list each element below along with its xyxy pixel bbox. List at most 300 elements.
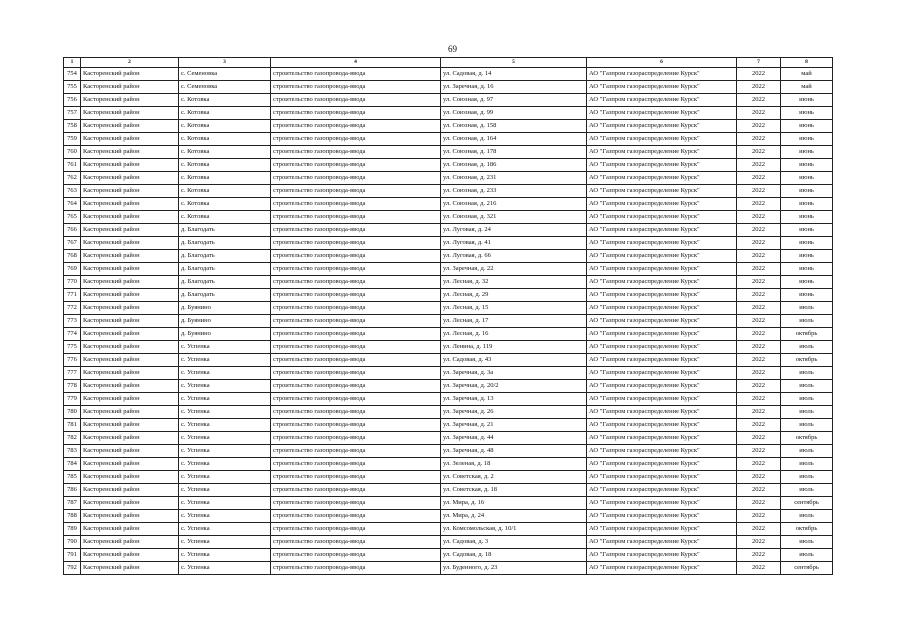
year-cell: 2022	[737, 81, 781, 94]
work-type-cell: строительство газопровода-ввода	[271, 263, 441, 276]
table-row	[64, 549, 833, 562]
settlement-cell: с. Семеновка	[179, 68, 271, 81]
work-type-cell: строительство газопровода-ввода	[271, 250, 441, 263]
address-cell: ул. Заречная, д. 3а	[441, 367, 587, 380]
table-row	[64, 120, 833, 133]
table-row	[64, 380, 833, 393]
address-cell: ул. Буденного, д. 23	[441, 562, 587, 575]
month-cell: май	[781, 81, 833, 94]
contractor-cell: АО "Газпром газораспределение Курск"	[587, 159, 737, 172]
month-cell: июнь	[781, 172, 833, 185]
work-type-cell: строительство газопровода-ввода	[271, 354, 441, 367]
district-cell: Касторенский район	[81, 107, 179, 120]
settlement-cell: с. Успенка	[179, 497, 271, 510]
month-cell: июнь	[781, 133, 833, 146]
table-row	[64, 562, 833, 575]
address-cell: ул. Советская, д. 18	[441, 484, 587, 497]
address-cell: ул. Союзная, д. 233	[441, 185, 587, 198]
district-cell: Касторенский район	[81, 315, 179, 328]
table-row	[64, 523, 833, 536]
address-cell: ул. Лесная, д. 17	[441, 315, 587, 328]
work-type-cell: строительство газопровода-ввода	[271, 185, 441, 198]
district-cell: Касторенский район	[81, 224, 179, 237]
month-cell: июнь	[781, 198, 833, 211]
contractor-cell: АО "Газпром газораспределение Курск"	[587, 510, 737, 523]
address-cell: ул. Лесная, д. 29	[441, 289, 587, 302]
contractor-cell: АО "Газпром газораспределение Курск"	[587, 81, 737, 94]
work-type-cell: строительство газопровода-ввода	[271, 224, 441, 237]
column-header: 3	[179, 58, 271, 68]
address-cell: ул. Садовая, д. 3	[441, 536, 587, 549]
table-row	[64, 328, 833, 341]
month-cell: июль	[781, 471, 833, 484]
work-type-cell: строительство газопровода-ввода	[271, 315, 441, 328]
settlement-cell: с. Успенка	[179, 393, 271, 406]
column-header: 8	[781, 58, 833, 68]
year-cell: 2022	[737, 497, 781, 510]
row-number-cell: 785	[64, 471, 81, 484]
table-row	[64, 146, 833, 159]
column-header: 5	[441, 58, 587, 68]
district-cell: Касторенский район	[81, 94, 179, 107]
row-number-cell: 783	[64, 445, 81, 458]
district-cell: Касторенский район	[81, 81, 179, 94]
address-cell: ул. Союзная, д. 164	[441, 133, 587, 146]
row-number-cell: 773	[64, 315, 81, 328]
row-number-cell: 788	[64, 510, 81, 523]
month-cell: октябрь	[781, 523, 833, 536]
district-cell: Касторенский район	[81, 146, 179, 159]
address-cell: ул. Ленина, д. 119	[441, 341, 587, 354]
address-cell: ул. Заречная, д. 16	[441, 81, 587, 94]
district-cell: Касторенский район	[81, 250, 179, 263]
table-row	[64, 315, 833, 328]
year-cell: 2022	[737, 185, 781, 198]
district-cell: Касторенский район	[81, 406, 179, 419]
year-cell: 2022	[737, 523, 781, 536]
work-type-cell: строительство газопровода-ввода	[271, 68, 441, 81]
table-row	[64, 198, 833, 211]
address-cell: ул. Луговая, д. 41	[441, 237, 587, 250]
settlement-cell: с. Успенка	[179, 523, 271, 536]
contractor-cell: АО "Газпром газораспределение Курск"	[587, 445, 737, 458]
row-number-cell: 755	[64, 81, 81, 94]
settlement-cell: с. Успенка	[179, 419, 271, 432]
district-cell: Касторенский район	[81, 419, 179, 432]
contractor-cell: АО "Газпром газораспределение Курск"	[587, 562, 737, 575]
year-cell: 2022	[737, 172, 781, 185]
row-number-cell: 782	[64, 432, 81, 445]
address-cell: ул. Заречная, д. 13	[441, 393, 587, 406]
district-cell: Касторенский район	[81, 341, 179, 354]
row-number-cell: 781	[64, 419, 81, 432]
gas-pipeline-table	[63, 57, 833, 575]
table-row	[64, 94, 833, 107]
contractor-cell: АО "Газпром газораспределение Курск"	[587, 276, 737, 289]
row-number-cell: 769	[64, 263, 81, 276]
district-cell: Касторенский район	[81, 185, 179, 198]
month-cell: июль	[781, 536, 833, 549]
address-cell: ул. Советская, д. 2	[441, 471, 587, 484]
row-number-cell: 764	[64, 198, 81, 211]
page-number: 69	[448, 44, 457, 54]
contractor-cell: АО "Газпром газораспределение Курск"	[587, 549, 737, 562]
contractor-cell: АО "Газпром газораспределение Курск"	[587, 419, 737, 432]
table-row	[64, 458, 833, 471]
work-type-cell: строительство газопровода-ввода	[271, 133, 441, 146]
month-cell: июнь	[781, 146, 833, 159]
address-cell: ул. Садовая, д. 43	[441, 354, 587, 367]
contractor-cell: АО "Газпром газораспределение Курск"	[587, 224, 737, 237]
contractor-cell: АО "Газпром газораспределение Курск"	[587, 315, 737, 328]
work-type-cell: строительство газопровода-ввода	[271, 172, 441, 185]
month-cell: сентябрь	[781, 562, 833, 575]
settlement-cell: с. Котовка	[179, 172, 271, 185]
row-number-cell: 754	[64, 68, 81, 81]
table-row	[64, 354, 833, 367]
month-cell: сентябрь	[781, 497, 833, 510]
row-number-cell: 787	[64, 497, 81, 510]
month-cell: июль	[781, 341, 833, 354]
settlement-cell: д. Буянино	[179, 328, 271, 341]
work-type-cell: строительство газопровода-ввода	[271, 367, 441, 380]
address-cell: ул. Заречная, д. 20/2	[441, 380, 587, 393]
district-cell: Касторенский район	[81, 133, 179, 146]
month-cell: июль	[781, 380, 833, 393]
work-type-cell: строительство газопровода-ввода	[271, 497, 441, 510]
settlement-cell: с. Успенка	[179, 445, 271, 458]
contractor-cell: АО "Газпром газораспределение Курск"	[587, 289, 737, 302]
district-cell: Касторенский район	[81, 159, 179, 172]
row-number-cell: 790	[64, 536, 81, 549]
settlement-cell: с. Котовка	[179, 120, 271, 133]
contractor-cell: АО "Газпром газораспределение Курск"	[587, 484, 737, 497]
table-row	[64, 237, 833, 250]
address-cell: ул. Союзная, д. 99	[441, 107, 587, 120]
contractor-cell: АО "Газпром газораспределение Курск"	[587, 133, 737, 146]
year-cell: 2022	[737, 549, 781, 562]
work-type-cell: строительство газопровода-ввода	[271, 549, 441, 562]
work-type-cell: строительство газопровода-ввода	[271, 380, 441, 393]
table-row	[64, 172, 833, 185]
month-cell: октябрь	[781, 432, 833, 445]
year-cell: 2022	[737, 107, 781, 120]
row-number-cell: 777	[64, 367, 81, 380]
district-cell: Касторенский район	[81, 263, 179, 276]
row-number-cell: 770	[64, 276, 81, 289]
table-row	[64, 68, 833, 81]
month-cell: июль	[781, 302, 833, 315]
settlement-cell: с. Котовка	[179, 146, 271, 159]
year-cell: 2022	[737, 159, 781, 172]
month-cell: июль	[781, 549, 833, 562]
work-type-cell: строительство газопровода-ввода	[271, 536, 441, 549]
contractor-cell: АО "Газпром газораспределение Курск"	[587, 354, 737, 367]
year-cell: 2022	[737, 562, 781, 575]
year-cell: 2022	[737, 211, 781, 224]
column-header: 2	[81, 58, 179, 68]
year-cell: 2022	[737, 445, 781, 458]
month-cell: июнь	[781, 276, 833, 289]
work-type-cell: строительство газопровода-ввода	[271, 302, 441, 315]
month-cell: июль	[781, 393, 833, 406]
table-row	[64, 367, 833, 380]
month-cell: июнь	[781, 250, 833, 263]
address-cell: ул. Заречная, д. 44	[441, 432, 587, 445]
row-number-cell: 767	[64, 237, 81, 250]
table-row	[64, 341, 833, 354]
row-number-cell: 778	[64, 380, 81, 393]
district-cell: Касторенский район	[81, 276, 179, 289]
address-cell: ул. Союзная, д. 158	[441, 120, 587, 133]
table-row	[64, 133, 833, 146]
row-number-cell: 766	[64, 224, 81, 237]
contractor-cell: АО "Газпром газораспределение Курск"	[587, 341, 737, 354]
row-number-cell: 789	[64, 523, 81, 536]
row-number-cell: 784	[64, 458, 81, 471]
work-type-cell: строительство газопровода-ввода	[271, 211, 441, 224]
address-cell: ул. Союзная, д. 216	[441, 198, 587, 211]
year-cell: 2022	[737, 393, 781, 406]
district-cell: Касторенский район	[81, 237, 179, 250]
row-number-cell: 775	[64, 341, 81, 354]
settlement-cell: с. Семеновка	[179, 81, 271, 94]
contractor-cell: АО "Газпром газораспределение Курск"	[587, 107, 737, 120]
year-cell: 2022	[737, 458, 781, 471]
settlement-cell: д. Благодать	[179, 263, 271, 276]
column-header: 6	[587, 58, 737, 68]
address-cell: ул. Союзная, д. 231	[441, 172, 587, 185]
district-cell: Касторенский район	[81, 536, 179, 549]
address-cell: ул. Заречная, д. 26	[441, 406, 587, 419]
district-cell: Касторенский район	[81, 432, 179, 445]
district-cell: Касторенский район	[81, 328, 179, 341]
row-number-cell: 757	[64, 107, 81, 120]
work-type-cell: строительство газопровода-ввода	[271, 120, 441, 133]
address-cell: ул. Садовая, д. 18	[441, 549, 587, 562]
year-cell: 2022	[737, 510, 781, 523]
settlement-cell: с. Успенка	[179, 471, 271, 484]
contractor-cell: АО "Газпром газораспределение Курск"	[587, 432, 737, 445]
settlement-cell: с. Успенка	[179, 549, 271, 562]
district-cell: Касторенский район	[81, 367, 179, 380]
row-number-cell: 762	[64, 172, 81, 185]
year-cell: 2022	[737, 120, 781, 133]
column-header: 7	[737, 58, 781, 68]
district-cell: Касторенский район	[81, 172, 179, 185]
settlement-cell: с. Успенка	[179, 510, 271, 523]
year-cell: 2022	[737, 432, 781, 445]
work-type-cell: строительство газопровода-ввода	[271, 562, 441, 575]
month-cell: июнь	[781, 211, 833, 224]
year-cell: 2022	[737, 94, 781, 107]
year-cell: 2022	[737, 250, 781, 263]
month-cell: июнь	[781, 289, 833, 302]
month-cell: июнь	[781, 159, 833, 172]
work-type-cell: строительство газопровода-ввода	[271, 406, 441, 419]
address-cell: ул. Союзная, д. 97	[441, 94, 587, 107]
settlement-cell: с. Котовка	[179, 159, 271, 172]
address-cell: ул. Лесная, д. 32	[441, 276, 587, 289]
table-row	[64, 510, 833, 523]
settlement-cell: с. Успенка	[179, 406, 271, 419]
settlement-cell: с. Успенка	[179, 536, 271, 549]
row-number-cell: 765	[64, 211, 81, 224]
month-cell: июль	[781, 367, 833, 380]
table-row	[64, 445, 833, 458]
row-number-cell: 791	[64, 549, 81, 562]
table-body	[64, 68, 833, 575]
settlement-cell: с. Котовка	[179, 211, 271, 224]
contractor-cell: АО "Газпром газораспределение Курск"	[587, 94, 737, 107]
year-cell: 2022	[737, 237, 781, 250]
contractor-cell: АО "Газпром газораспределение Курск"	[587, 393, 737, 406]
table-row	[64, 406, 833, 419]
address-cell: ул. Мира, д. 24	[441, 510, 587, 523]
year-cell: 2022	[737, 341, 781, 354]
address-cell: ул. Заречная, д. 22	[441, 263, 587, 276]
settlement-cell: с. Успенка	[179, 432, 271, 445]
row-number-cell: 768	[64, 250, 81, 263]
work-type-cell: строительство газопровода-ввода	[271, 471, 441, 484]
month-cell: май	[781, 68, 833, 81]
year-cell: 2022	[737, 276, 781, 289]
contractor-cell: АО "Газпром газораспределение Курск"	[587, 68, 737, 81]
contractor-cell: АО "Газпром газораспределение Курск"	[587, 406, 737, 419]
table-row	[64, 81, 833, 94]
district-cell: Касторенский район	[81, 549, 179, 562]
district-cell: Касторенский район	[81, 198, 179, 211]
contractor-cell: АО "Газпром газораспределение Курск"	[587, 471, 737, 484]
contractor-cell: АО "Газпром газораспределение Курск"	[587, 211, 737, 224]
work-type-cell: строительство газопровода-ввода	[271, 419, 441, 432]
work-type-cell: строительство газопровода-ввода	[271, 107, 441, 120]
table-row	[64, 185, 833, 198]
contractor-cell: АО "Газпром газораспределение Курск"	[587, 198, 737, 211]
address-cell: ул. Союзная, д. 321	[441, 211, 587, 224]
settlement-cell: с. Котовка	[179, 185, 271, 198]
table-row	[64, 471, 833, 484]
settlement-cell: д. Благодать	[179, 289, 271, 302]
contractor-cell: АО "Газпром газораспределение Курск"	[587, 146, 737, 159]
row-number-cell: 759	[64, 133, 81, 146]
settlement-cell: д. Буянино	[179, 302, 271, 315]
month-cell: июнь	[781, 237, 833, 250]
year-cell: 2022	[737, 328, 781, 341]
year-cell: 2022	[737, 289, 781, 302]
table-row	[64, 289, 833, 302]
table-row	[64, 250, 833, 263]
work-type-cell: строительство газопровода-ввода	[271, 432, 441, 445]
address-cell: ул. Лесная, д. 16	[441, 328, 587, 341]
contractor-cell: АО "Газпром газораспределение Курск"	[587, 237, 737, 250]
month-cell: октябрь	[781, 354, 833, 367]
contractor-cell: АО "Газпром газораспределение Курск"	[587, 367, 737, 380]
month-cell: июнь	[781, 94, 833, 107]
district-cell: Касторенский район	[81, 68, 179, 81]
month-cell: июнь	[781, 107, 833, 120]
district-cell: Касторенский район	[81, 354, 179, 367]
year-cell: 2022	[737, 68, 781, 81]
settlement-cell: с. Котовка	[179, 133, 271, 146]
address-cell: ул. Луговая, д. 24	[441, 224, 587, 237]
work-type-cell: строительство газопровода-ввода	[271, 523, 441, 536]
contractor-cell: АО "Газпром газораспределение Курск"	[587, 497, 737, 510]
contractor-cell: АО "Газпром газораспределение Курск"	[587, 328, 737, 341]
settlement-cell: с. Успенка	[179, 341, 271, 354]
address-cell: ул. Комсомольская, д. 10/1	[441, 523, 587, 536]
year-cell: 2022	[737, 354, 781, 367]
row-number-cell: 761	[64, 159, 81, 172]
address-cell: ул. Лесная, д. 15	[441, 302, 587, 315]
address-cell: ул. Садовая, д. 14	[441, 68, 587, 81]
table-row	[64, 107, 833, 120]
settlement-cell: д. Благодать	[179, 237, 271, 250]
district-cell: Касторенский район	[81, 393, 179, 406]
settlement-cell: с. Успенка	[179, 380, 271, 393]
contractor-cell: АО "Газпром газораспределение Курск"	[587, 458, 737, 471]
settlement-cell: с. Успенка	[179, 484, 271, 497]
work-type-cell: строительство газопровода-ввода	[271, 445, 441, 458]
table-row	[64, 484, 833, 497]
table-row	[64, 536, 833, 549]
contractor-cell: АО "Газпром газораспределение Курск"	[587, 536, 737, 549]
month-cell: июль	[781, 458, 833, 471]
work-type-cell: строительство газопровода-ввода	[271, 458, 441, 471]
row-number-cell: 772	[64, 302, 81, 315]
year-cell: 2022	[737, 302, 781, 315]
year-cell: 2022	[737, 380, 781, 393]
row-number-cell: 760	[64, 146, 81, 159]
month-cell: июнь	[781, 120, 833, 133]
contractor-cell: АО "Газпром газораспределение Курск"	[587, 120, 737, 133]
table-row	[64, 211, 833, 224]
district-cell: Касторенский район	[81, 510, 179, 523]
table-row	[64, 159, 833, 172]
contractor-cell: АО "Газпром газораспределение Курск"	[587, 185, 737, 198]
settlement-cell: с. Успенка	[179, 354, 271, 367]
table-row	[64, 432, 833, 445]
district-cell: Касторенский район	[81, 289, 179, 302]
row-number-cell: 776	[64, 354, 81, 367]
table-row	[64, 393, 833, 406]
year-cell: 2022	[737, 263, 781, 276]
settlement-cell: д. Буянино	[179, 315, 271, 328]
settlement-cell: д. Благодать	[179, 224, 271, 237]
table-row	[64, 263, 833, 276]
work-type-cell: строительство газопровода-ввода	[271, 484, 441, 497]
row-number-cell: 786	[64, 484, 81, 497]
month-cell: июнь	[781, 224, 833, 237]
address-cell: ул. Заречная, д. 48	[441, 445, 587, 458]
row-number-cell: 771	[64, 289, 81, 302]
contractor-cell: АО "Газпром газораспределение Курск"	[587, 380, 737, 393]
year-cell: 2022	[737, 146, 781, 159]
district-cell: Касторенский район	[81, 471, 179, 484]
work-type-cell: строительство газопровода-ввода	[271, 510, 441, 523]
district-cell: Касторенский район	[81, 458, 179, 471]
year-cell: 2022	[737, 198, 781, 211]
settlement-cell: с. Котовка	[179, 107, 271, 120]
row-number-cell: 792	[64, 562, 81, 575]
table-row	[64, 497, 833, 510]
table-row	[64, 224, 833, 237]
address-cell: ул. Луговая, д. 66	[441, 250, 587, 263]
district-cell: Касторенский район	[81, 484, 179, 497]
work-type-cell: строительство газопровода-ввода	[271, 159, 441, 172]
month-cell: июль	[781, 510, 833, 523]
month-cell: июль	[781, 406, 833, 419]
